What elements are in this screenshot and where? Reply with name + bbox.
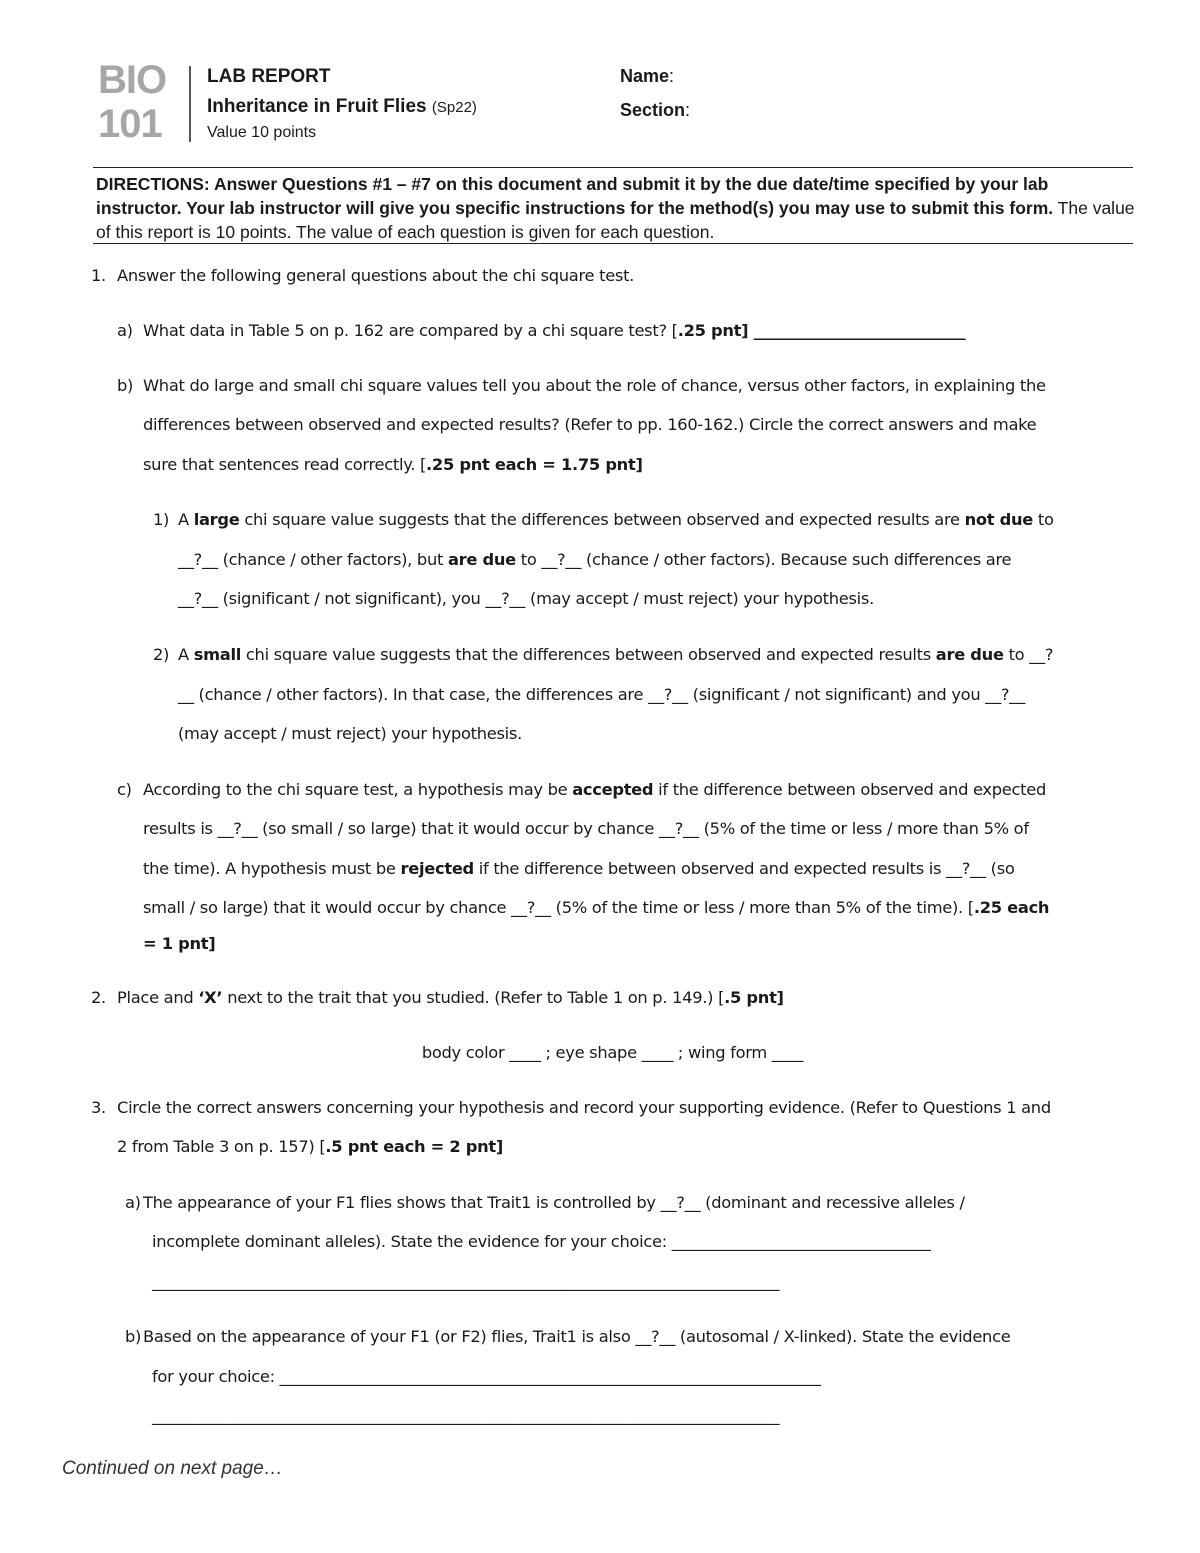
directions-top-rule	[93, 167, 1133, 168]
q1b-line-3: sure that sentences read correctly. [.25 pnt each = 1.75 pnt]	[143, 455, 643, 474]
report-type: LAB REPORT	[207, 66, 331, 87]
q1b1-line-2: __?__ (chance / other factors), but are due to __?__ (chance / other factors). Because such differences are	[178, 550, 1012, 569]
directions-bold: DIRECTIONS: Answer Questions #1 – #7 on this document and submit it by the due date/time specified by your lab instructor. Your lab instructor will give you specific instructions for the method(s) you may use to submit this form.	[96, 174, 1054, 218]
name-field[interactable]: Name:	[620, 66, 675, 86]
q3-number: 3.	[91, 1098, 106, 1117]
q1b2-line-2: __ (chance / other factors). In that case, the differences are __?__ (significant / not significant) and you __?__	[178, 685, 1025, 704]
q3b-label: b)	[125, 1327, 142, 1346]
report-title	[207, 96, 477, 124]
q1a-answer-blank[interactable]: ___________________________	[748, 321, 966, 340]
report-header	[207, 66, 477, 142]
q1b1-line-1: A large chi square value suggests that the differences between observed and expected results are not due to	[178, 510, 1054, 529]
report-value: Value 10 points	[207, 124, 317, 141]
q3b-line-2[interactable]: for your choice: _____________________________________________________________________	[152, 1367, 821, 1386]
section-field[interactable]: Section:	[620, 100, 691, 120]
q3-line-1: Circle the correct answers concerning your hypothesis and record your supporting evidence. (Refer to Questions 1 and	[117, 1098, 1051, 1117]
q1c-line-1: According to the chi square test, a hypothesis may be accepted if the difference between observed and expected	[143, 780, 1046, 799]
q1b2-line-3: (may accept / must reject) your hypothesis.	[178, 724, 522, 743]
q3a-label: a)	[125, 1193, 141, 1212]
q1c-line-5: = 1 pnt]	[143, 934, 216, 953]
q1a-text: What data in Table 5 on p. 162 are compared by a chi square test? [.25 pnt] ___________________________	[143, 321, 966, 340]
student-info	[620, 66, 690, 134]
header-divider	[189, 66, 191, 142]
q3-line-2: 2 from Table 3 on p. 157) [.5 pnt each = 2 pnt]	[117, 1137, 503, 1156]
q1c-label: c)	[117, 780, 132, 799]
q3a-line-2[interactable]: incomplete dominant alleles). State the evidence for your choice: _________________________________	[152, 1232, 931, 1251]
q2-text: Place and ‘X’ next to the trait that you studied. (Refer to Table 1 on p. 149.) [.5 pnt]	[117, 988, 784, 1007]
q3b-answer-line[interactable]: ________________________________________________________________________________	[152, 1406, 780, 1425]
q1b-line-2: differences between observed and expected results? (Refer to pp. 160-162.) Circle the correct answers and make	[143, 415, 1037, 434]
q1c-line-3: the time). A hypothesis must be rejected if the difference between observed and expected results is __?__ (so	[143, 859, 1015, 878]
logo-line-2: 101	[98, 102, 162, 146]
report-title-text: Inheritance in Fruit Flies	[207, 96, 427, 117]
q1b-label: b)	[117, 376, 134, 395]
q1a-label: a)	[117, 321, 133, 340]
q2-number: 2.	[91, 988, 106, 1007]
continued-note: Continued on next page…	[62, 1458, 283, 1479]
q3a-answer-line[interactable]: ________________________________________________________________________________	[152, 1272, 780, 1291]
q1-number: 1.	[91, 266, 106, 285]
q1-text: Answer the following general questions about the chi square test.	[117, 266, 635, 285]
directions-block	[96, 172, 1136, 244]
bio-101-logo	[98, 58, 178, 146]
q1c-line-2: results is __?__ (so small / so large) that it would occur by chance __?__ (5% of the time or less / more than 5% of	[143, 819, 1029, 838]
q3a-line-1: The appearance of your F1 flies shows that Trait1 is controlled by __?__ (dominant and recessive alleles /	[143, 1193, 965, 1212]
q1b2-line-1: A small chi square value suggests that the differences between observed and expected results are due to __?	[178, 645, 1054, 664]
q3b-line-1: Based on the appearance of your F1 (or F2) flies, Trait1 is also __?__ (autosomal / X-linked). State the evidence	[143, 1327, 1011, 1346]
directions-bottom-rule	[93, 243, 1133, 244]
q1c-line-4: small / so large) that it would occur by chance __?__ (5% of the time or less / more than 5% of the time). [.25 each	[143, 898, 1050, 917]
q1b-line-1: What do large and small chi square values tell you about the role of chance, versus other factors, in explaining the	[143, 376, 1046, 395]
q2-trait-options[interactable]: body color ____ ; eye shape ____ ; wing form ____	[421, 1043, 804, 1062]
q1b1-label: 1)	[153, 510, 170, 529]
logo-line-1: BIO	[98, 58, 167, 102]
q1b2-label: 2)	[153, 645, 170, 664]
q1b1-line-3: __?__ (significant / not significant), you __?__ (may accept / must reject) your hypothesis.	[178, 589, 874, 608]
directions-normal: The value of this report is 10 points. The value of each question is given for each question.	[96, 198, 1135, 242]
report-term: (Sp22)	[431, 99, 477, 116]
